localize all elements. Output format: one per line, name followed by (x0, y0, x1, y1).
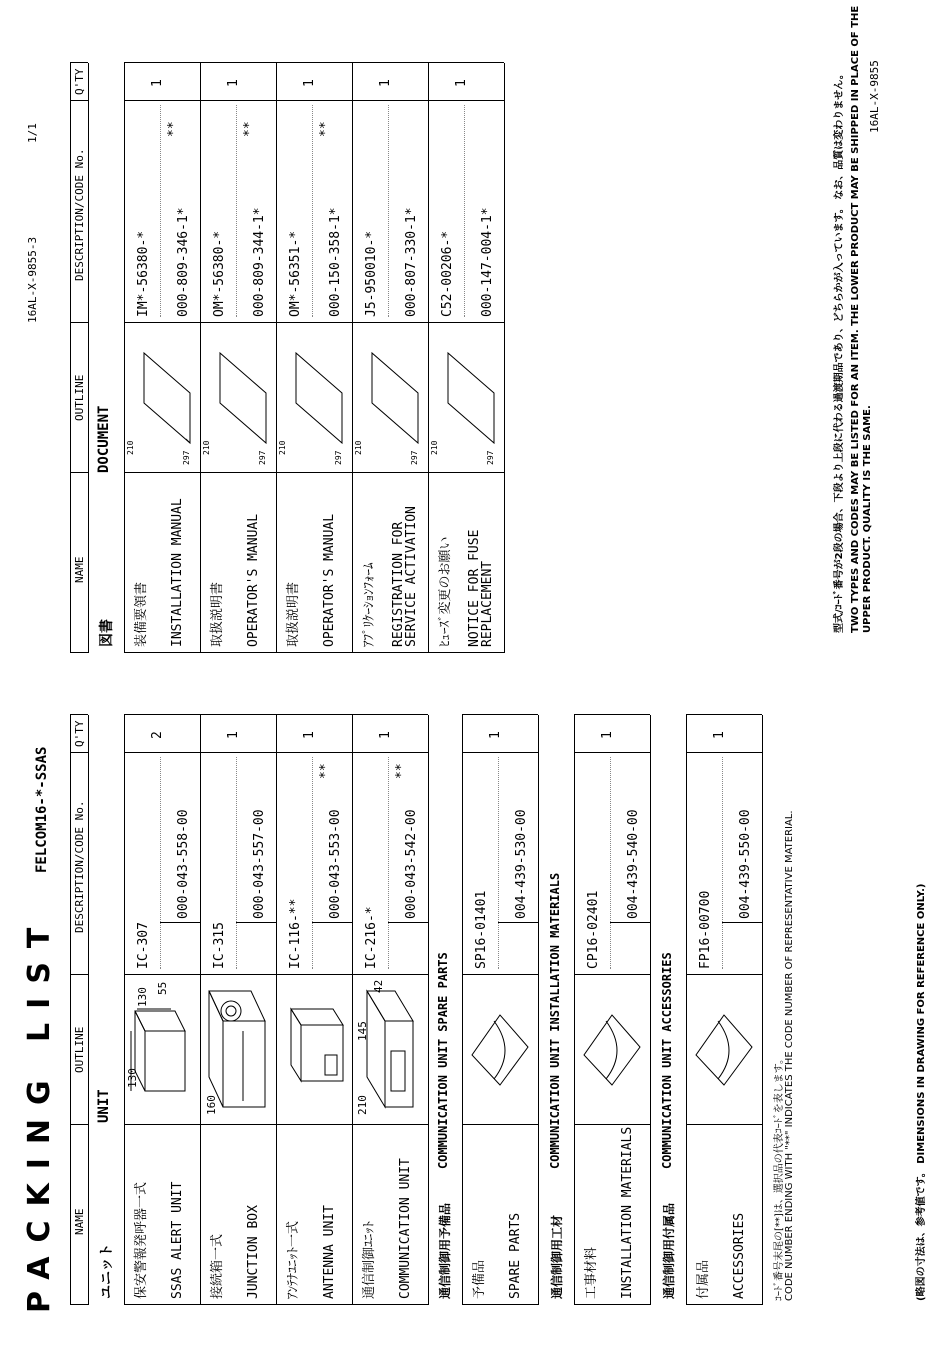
dim-label: 210 (430, 440, 439, 455)
item-code: 000-150-358-1* (328, 207, 343, 317)
item-code: 004-439-530-00 (514, 809, 529, 919)
dim-label: 42 (372, 979, 385, 993)
item-name-en: ACCESSORIES (732, 1212, 747, 1299)
item-code: 004-439-540-00 (626, 809, 641, 919)
item-qty: 1 (302, 731, 317, 739)
item-qty: 1 (378, 79, 393, 87)
dim-label: 160 (205, 1095, 218, 1115)
dim-label: 210 (126, 440, 135, 455)
dim-label: 297 (486, 450, 495, 465)
item-code: 004-439-550-00 (738, 809, 753, 919)
group-label-en: COMMUNICATION UNIT ACCESSORIES (660, 952, 674, 1169)
col-header-outline: OUTLINE (73, 1026, 86, 1073)
col-header-description: DESCRIPTION/CODE No. (73, 800, 86, 933)
item-code: 000-809-346-1* (176, 207, 191, 317)
item-code: 000-043-557-00 (252, 809, 267, 919)
code-mark: ** (318, 121, 333, 137)
code-mark: ** (318, 763, 333, 779)
item-description: IC-307 (136, 922, 151, 969)
code-mark: ** (166, 121, 181, 137)
col-header-qty: Q'TY (73, 720, 86, 747)
item-qty: 1 (454, 79, 469, 87)
dim-label: 297 (410, 450, 419, 465)
types-note-en-2: UPPER PRODUCT. QUALITY IS THE SAME. (862, 405, 873, 633)
dim-label: 210 (202, 440, 211, 455)
document-outline-icon (206, 343, 272, 453)
item-name-ja: 接続箱一式 (210, 1233, 225, 1299)
section-label-ja: ユニット (99, 1243, 115, 1299)
item-description: IC-116-** (288, 898, 303, 969)
footnote-en: CODE NUMBER ENDING WITH "**" INDICATES THE CODE NUMBER OF REPRESENTATIVE MATERIAL. (784, 810, 795, 1301)
dim-label: 130 (126, 1068, 139, 1088)
model-name: FELCOM16-*-SSAS (34, 746, 50, 873)
document-outline-icon (282, 343, 348, 453)
item-name-en: ANTENNA UNIT (322, 1205, 337, 1299)
types-note-ja: 型式/ｺｰﾄﾞ番号が2段の場合、下段より上段に代わる過渡期品であり、どちらかが入っています。 なお、品質は変わりません。 (834, 69, 845, 633)
item-code: 000-809-344-1* (252, 207, 267, 317)
dim-label: 297 (258, 450, 267, 465)
col-header-qty: Q'TY (73, 68, 86, 95)
item-name-en: OPERATOR'S MANUAL (322, 513, 337, 647)
item-description: SP16-01401 (474, 890, 489, 969)
item-qty: 1 (600, 731, 615, 739)
item-name-ja: 予備品 (472, 1259, 487, 1299)
bag-outline-icon (578, 1005, 646, 1095)
item-qty: 1 (226, 731, 241, 739)
item-name-en: OPERATOR'S MANUAL (246, 513, 261, 647)
item-description: C52-00206-* (440, 230, 455, 317)
dim-label: 297 (182, 450, 191, 465)
item-name-en: SSAS ALERT UNIT (170, 1181, 185, 1299)
antenna-unit-outline-icon (279, 981, 349, 1121)
bag-outline-icon (690, 1005, 758, 1095)
item-code: 000-043-553-00 (328, 809, 343, 919)
item-name-ja: 取扱説明書 (286, 581, 301, 647)
types-note-en-1: TWO TYPES AND CODES MAY BE LISTED FOR AN ITEM. THE LOWER PRODUCT MAY BE SHIPPED IN PLACE OF THE (850, 5, 861, 633)
footnote-ja: ｺｰﾄﾞ番号末尾の[**]は、選択品の代表ｺｰﾄﾞを表します。 (774, 1053, 785, 1301)
item-description: IM*-56380-* (136, 230, 151, 317)
group-label-en: COMMUNICATION UNIT INSTALLATION MATERIALS (548, 872, 562, 1169)
item-description: FP16-00700 (698, 890, 713, 969)
group-label-ja: 通信制御用予備品 (438, 1202, 452, 1299)
col-header-name: NAME (73, 1208, 86, 1235)
item-name-ja: 保安警報発呼器一式 (134, 1181, 149, 1299)
item-qty: 1 (488, 731, 503, 739)
item-qty: 2 (150, 731, 165, 739)
item-name-ja: 工事材料 (584, 1246, 599, 1299)
item-description: OM*-56351-* (288, 230, 303, 317)
item-name-en: INSTALLATION MATERIALS (620, 1126, 635, 1299)
bag-outline-icon (466, 1005, 534, 1095)
dim-label: 145 (356, 1021, 369, 1041)
item-description: CP16-02401 (586, 890, 601, 969)
item-code: 000-807-330-1* (404, 207, 419, 317)
item-description: J5-950010-* (364, 230, 379, 317)
item-description: OM*-56380-* (212, 230, 227, 317)
section-label-en: UNIT (96, 1089, 112, 1123)
item-name-ja: ｱﾝﾃﾅﾕﾆｯﾄ一式 (286, 1220, 301, 1299)
item-qty: 1 (712, 731, 727, 739)
item-name-en: COMMUNICATION UNIT (398, 1158, 413, 1299)
item-qty: 1 (226, 79, 241, 87)
dim-label: 297 (334, 450, 343, 465)
dim-label: 130 (136, 987, 149, 1007)
dim-label: 55 (156, 981, 169, 995)
document-outline-icon (434, 343, 500, 453)
item-name-ja: 取扱説明書 (210, 581, 225, 647)
page-title: PACKING LIST (22, 913, 57, 1313)
item-code: 000-147-004-1* (480, 207, 495, 317)
item-name-en: NOTICE FOR FUSE REPLACEMENT (467, 529, 495, 647)
item-name-ja: ｱﾌﾟﾘｹｰｼｮﾝﾌｫｰﾑ (362, 562, 377, 647)
item-name-ja: 装備要領書 (134, 581, 149, 647)
item-code: 000-043-542-00 (404, 809, 419, 919)
item-name-en: SPARE PARTS (508, 1212, 523, 1299)
item-name-en: INSTALLATION MANUAL (170, 498, 185, 647)
item-qty: 1 (378, 731, 393, 739)
group-label-en: COMMUNICATION UNIT SPARE PARTS (436, 952, 450, 1169)
col-header-outline: OUTLINE (73, 374, 86, 421)
item-description: IC-315 (212, 922, 227, 969)
dim-label: 210 (278, 440, 287, 455)
item-qty: 1 (150, 79, 165, 87)
code-mark: ** (394, 763, 409, 779)
dim-label: 210 (356, 1095, 369, 1115)
section-label-ja: 図書 (99, 619, 115, 647)
code-mark: ** (242, 121, 257, 137)
group-label-ja: 通信制御用付属品 (662, 1202, 676, 1299)
document-outline-icon (358, 343, 424, 453)
dimensions-note: (略図の寸法は、参考値です。 DIMENSIONS IN DRAWING FOR REFERENCE ONLY.) (916, 883, 927, 1301)
item-code: 000-043-558-00 (176, 809, 191, 919)
item-name-ja: ﾋｭｰｽﾞ変更のお願い (438, 536, 453, 647)
item-name-ja: 付属品 (696, 1259, 711, 1299)
dim-label: 210 (354, 440, 363, 455)
group-label-ja: 通信制御用工材 (550, 1214, 564, 1299)
col-header-name: NAME (73, 556, 86, 583)
doc-number: 16AL-X-9855-3 (26, 236, 39, 323)
section-label-en: DOCUMENT (96, 405, 112, 473)
item-qty: 1 (302, 79, 317, 87)
item-description: IC-216-* (364, 906, 379, 969)
col-header-description: DESCRIPTION/CODE No. (73, 148, 86, 281)
page-number: 1/1 (26, 123, 39, 143)
item-name-ja: 通信制御ﾕﾆｯﾄ (362, 1220, 377, 1299)
item-name-en: REGISTRATION FOR SERVICE ACTIVATION (391, 506, 419, 647)
footer-code: 16AL-X-9855 (868, 60, 881, 133)
document-outline-icon (130, 343, 196, 453)
item-name-en: JUNCTION BOX (246, 1205, 261, 1299)
